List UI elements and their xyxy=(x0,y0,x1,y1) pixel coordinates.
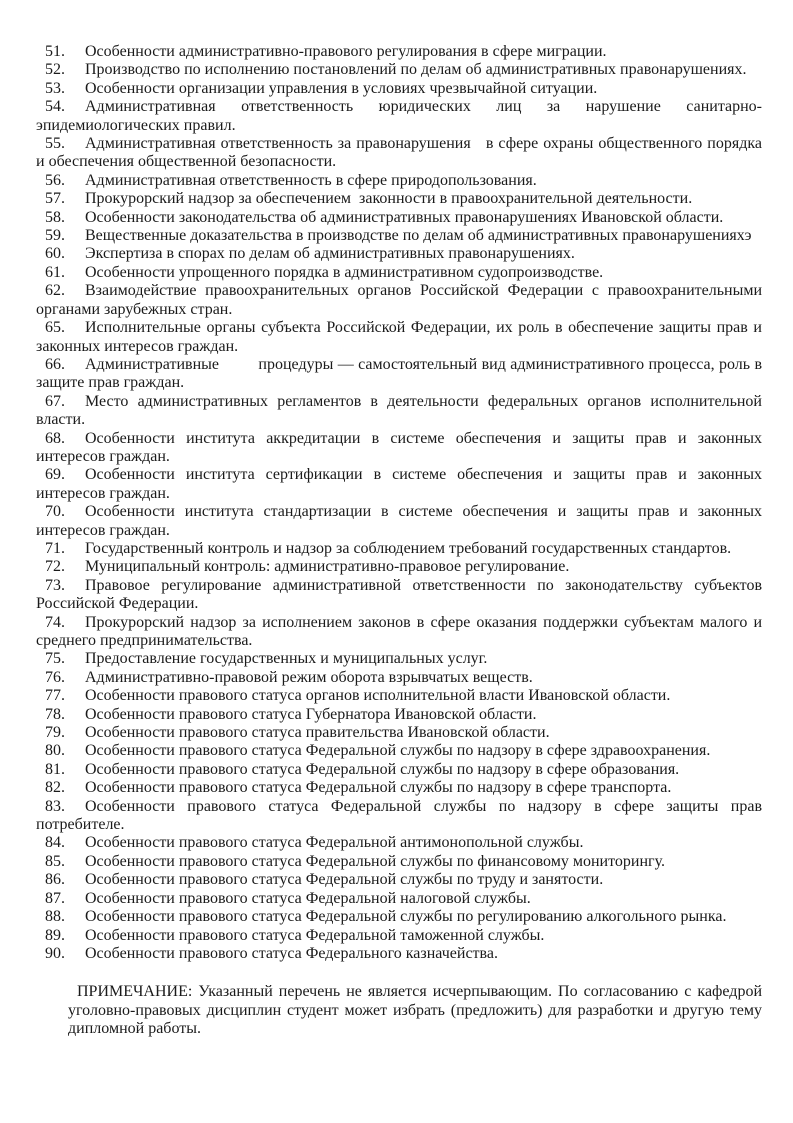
item-number: 79. xyxy=(45,724,65,742)
item-text: Административная ответственность юридических лиц за нарушение санитарно-эпидемиологических правил. xyxy=(36,98,762,134)
item-text: Особенности правового статуса Федерального казначейства. xyxy=(85,944,498,962)
item-text: Прокурорский надзор за обеспечением законности в правоохранительной деятельности. xyxy=(85,190,693,208)
item-number: 68. xyxy=(45,429,65,447)
list-item xyxy=(36,558,762,576)
list-item xyxy=(36,779,762,797)
item-text: Государственный контроль и надзор за соблюдением требований государственных стандартов. xyxy=(85,539,732,557)
item-text: Особенности упрощенного порядка в административном судопроизводстве. xyxy=(85,263,604,281)
list-item xyxy=(36,890,762,908)
list-item xyxy=(36,430,762,467)
list-item xyxy=(36,80,762,98)
list-item xyxy=(36,356,762,393)
list-item xyxy=(36,98,762,135)
list-item xyxy=(36,742,762,760)
list-item xyxy=(36,282,762,319)
item-text: Особенности правового статуса Федеральной службы по труду и занятости. xyxy=(85,871,604,889)
item-number: 89. xyxy=(45,926,65,944)
list-item xyxy=(36,135,762,172)
item-number: 75. xyxy=(45,650,65,668)
item-text: Особенности правового статуса Федеральной службы по регулированию алкогольного рынка. xyxy=(85,908,727,926)
item-text: Взаимодействие правоохранительных органов Российской Федерации с правоохранительными органами зарубежных стран. xyxy=(36,282,762,318)
list-item xyxy=(36,724,762,742)
item-text: Особенности административно-правового регулирования в сфере миграции. xyxy=(85,43,607,60)
item-text: Особенности правового статуса правительства Ивановской области. xyxy=(85,724,550,742)
item-text: Особенности правового статуса Федеральной антимонопольной службы. xyxy=(85,834,584,852)
item-number: 88. xyxy=(45,908,65,926)
item-number: 66. xyxy=(45,355,65,373)
item-number: 51. xyxy=(45,43,65,60)
item-text: Предоставление государственных и муниципальных услуг. xyxy=(85,650,488,668)
list-item xyxy=(36,871,762,889)
item-number: 74. xyxy=(45,613,65,631)
item-number: 80. xyxy=(45,742,65,760)
item-number: 60. xyxy=(45,245,65,263)
item-text: Место административных регламентов в деятельности федеральных органов исполнительной власти. xyxy=(36,392,762,429)
item-number: 70. xyxy=(45,503,65,521)
item-text: Прокурорский надзор за исполнением законов в сфере оказания поддержки субъектам малого и среднего предпринимательства. xyxy=(36,613,762,649)
item-number: 84. xyxy=(45,834,65,852)
item-number: 52. xyxy=(45,61,65,79)
item-number: 61. xyxy=(45,263,65,281)
item-text: Экспертиза в спорах по делам об административных правонарушениях. xyxy=(85,245,575,263)
item-text: Особенности института стандартизации в системе обеспечения и защиты прав и законных интересов граждан. xyxy=(36,503,762,539)
topics-list xyxy=(36,43,762,963)
item-text: Особенности законодательства об административных правонарушениях Ивановской области. xyxy=(85,208,724,226)
item-number: 65. xyxy=(45,319,65,337)
list-item xyxy=(36,798,762,835)
item-text: Особенности правового статуса Федеральной службы по надзору в сфере образования. xyxy=(85,760,680,778)
item-text: Особенности правового статуса Федеральной таможенной службы. xyxy=(85,926,545,944)
item-text: Производство по исполнению постановлений по делам об административных правонарушениях. xyxy=(85,61,747,79)
item-number: 55. xyxy=(45,135,65,153)
item-text: Особенности правового статуса органов исполнительной власти Ивановской области. xyxy=(85,687,671,705)
item-text: Правовое регулирование административной ответственности по законодательству субъектов Российской Федерации. xyxy=(36,576,762,613)
item-text: Особенности правового статуса Федеральной налоговой службы. xyxy=(85,889,531,907)
list-item xyxy=(36,172,762,190)
item-text: Особенности правового статуса Федеральной службы по надзору в сфере здравоохранения. xyxy=(85,742,711,760)
item-number: 77. xyxy=(45,687,65,705)
list-item xyxy=(36,393,762,430)
item-text: Муниципальный контроль: административно-правовое регулирование. xyxy=(85,558,570,576)
item-number: 58. xyxy=(45,208,65,226)
list-item xyxy=(36,61,762,79)
list-item xyxy=(36,687,762,705)
list-item xyxy=(36,466,762,503)
item-number: 76. xyxy=(45,668,65,686)
item-text: Административно-правовой режим оборота взрывчатых веществ. xyxy=(85,668,533,686)
list-item xyxy=(36,227,762,245)
list-item xyxy=(36,669,762,687)
list-item xyxy=(36,853,762,871)
item-number: 71. xyxy=(45,539,65,557)
item-text: Административные процедуры — самостоятельный вид административного процесса, роль в защите прав граждан. xyxy=(36,355,762,392)
item-number: 82. xyxy=(45,779,65,797)
item-number: 72. xyxy=(45,558,65,576)
item-text: Административная ответственность в сфере природопользования. xyxy=(85,171,537,189)
list-item xyxy=(36,650,762,668)
item-text: Особенности правового статуса Федеральной службы по надзору в сфере защиты прав потребителе. xyxy=(36,797,762,834)
item-number: 67. xyxy=(45,392,65,410)
list-item xyxy=(36,577,762,614)
list-item xyxy=(36,245,762,263)
item-number: 62. xyxy=(45,282,65,300)
list-item xyxy=(36,264,762,282)
item-text: Административная ответственность за правонарушения в сфере охраны общественного порядка и обеспечения общественной безопасности. xyxy=(36,135,762,171)
list-item xyxy=(36,908,762,926)
item-number: 78. xyxy=(45,705,65,723)
item-text: Особенности организации управления в условиях чрезвычайной ситуации. xyxy=(85,79,598,97)
list-item xyxy=(36,190,762,208)
item-text: Особенности института аккредитации в системе обеспечения и защиты прав и законных интересов граждан. xyxy=(36,429,762,465)
list-item xyxy=(36,761,762,779)
list-item xyxy=(36,706,762,724)
item-number: 56. xyxy=(45,171,65,189)
list-item xyxy=(36,927,762,945)
note-paragraph: ПРИМЕЧАНИЕ: Указанный перечень не является исчерпывающим. По согласованию с кафедрой уголовно-правовых дисциплин студент может избрать (предложить) для разработки и другую тему дипломной работы. xyxy=(68,983,762,1038)
item-text: Особенности правового статуса Федеральной службы по финансовому мониторингу. xyxy=(85,852,665,870)
item-text: Особенности правового статуса Федеральной службы по надзору в сфере транспорта. xyxy=(85,779,672,797)
list-item xyxy=(36,43,762,61)
item-number: 90. xyxy=(45,944,65,962)
item-number: 85. xyxy=(45,852,65,870)
item-number: 57. xyxy=(45,190,65,208)
item-text: Особенности института сертификации в системе обеспечения и защиты прав и законных интересов граждан. xyxy=(36,466,762,502)
item-text: Вещественные доказательства в производстве по делам об административных правонарушенияхэ xyxy=(85,227,752,245)
item-number: 73. xyxy=(45,576,65,594)
item-number: 53. xyxy=(45,79,65,97)
item-text: Исполнительные органы субъекта Российской Федерации, их роль в обеспечение защиты прав и законных интересов граждан. xyxy=(36,319,762,355)
item-number: 69. xyxy=(45,466,65,484)
item-number: 54. xyxy=(45,98,65,116)
item-number: 87. xyxy=(45,889,65,907)
list-item xyxy=(36,614,762,651)
list-item xyxy=(36,945,762,963)
list-item xyxy=(36,834,762,852)
item-number: 83. xyxy=(45,797,65,815)
list-item xyxy=(36,540,762,558)
item-number: 59. xyxy=(45,227,65,245)
item-number: 86. xyxy=(45,871,65,889)
list-item xyxy=(36,319,762,356)
item-number: 81. xyxy=(45,760,65,778)
list-item xyxy=(36,503,762,540)
list-item xyxy=(36,209,762,227)
item-text: Особенности правового статуса Губернатора Ивановской области. xyxy=(85,705,537,723)
